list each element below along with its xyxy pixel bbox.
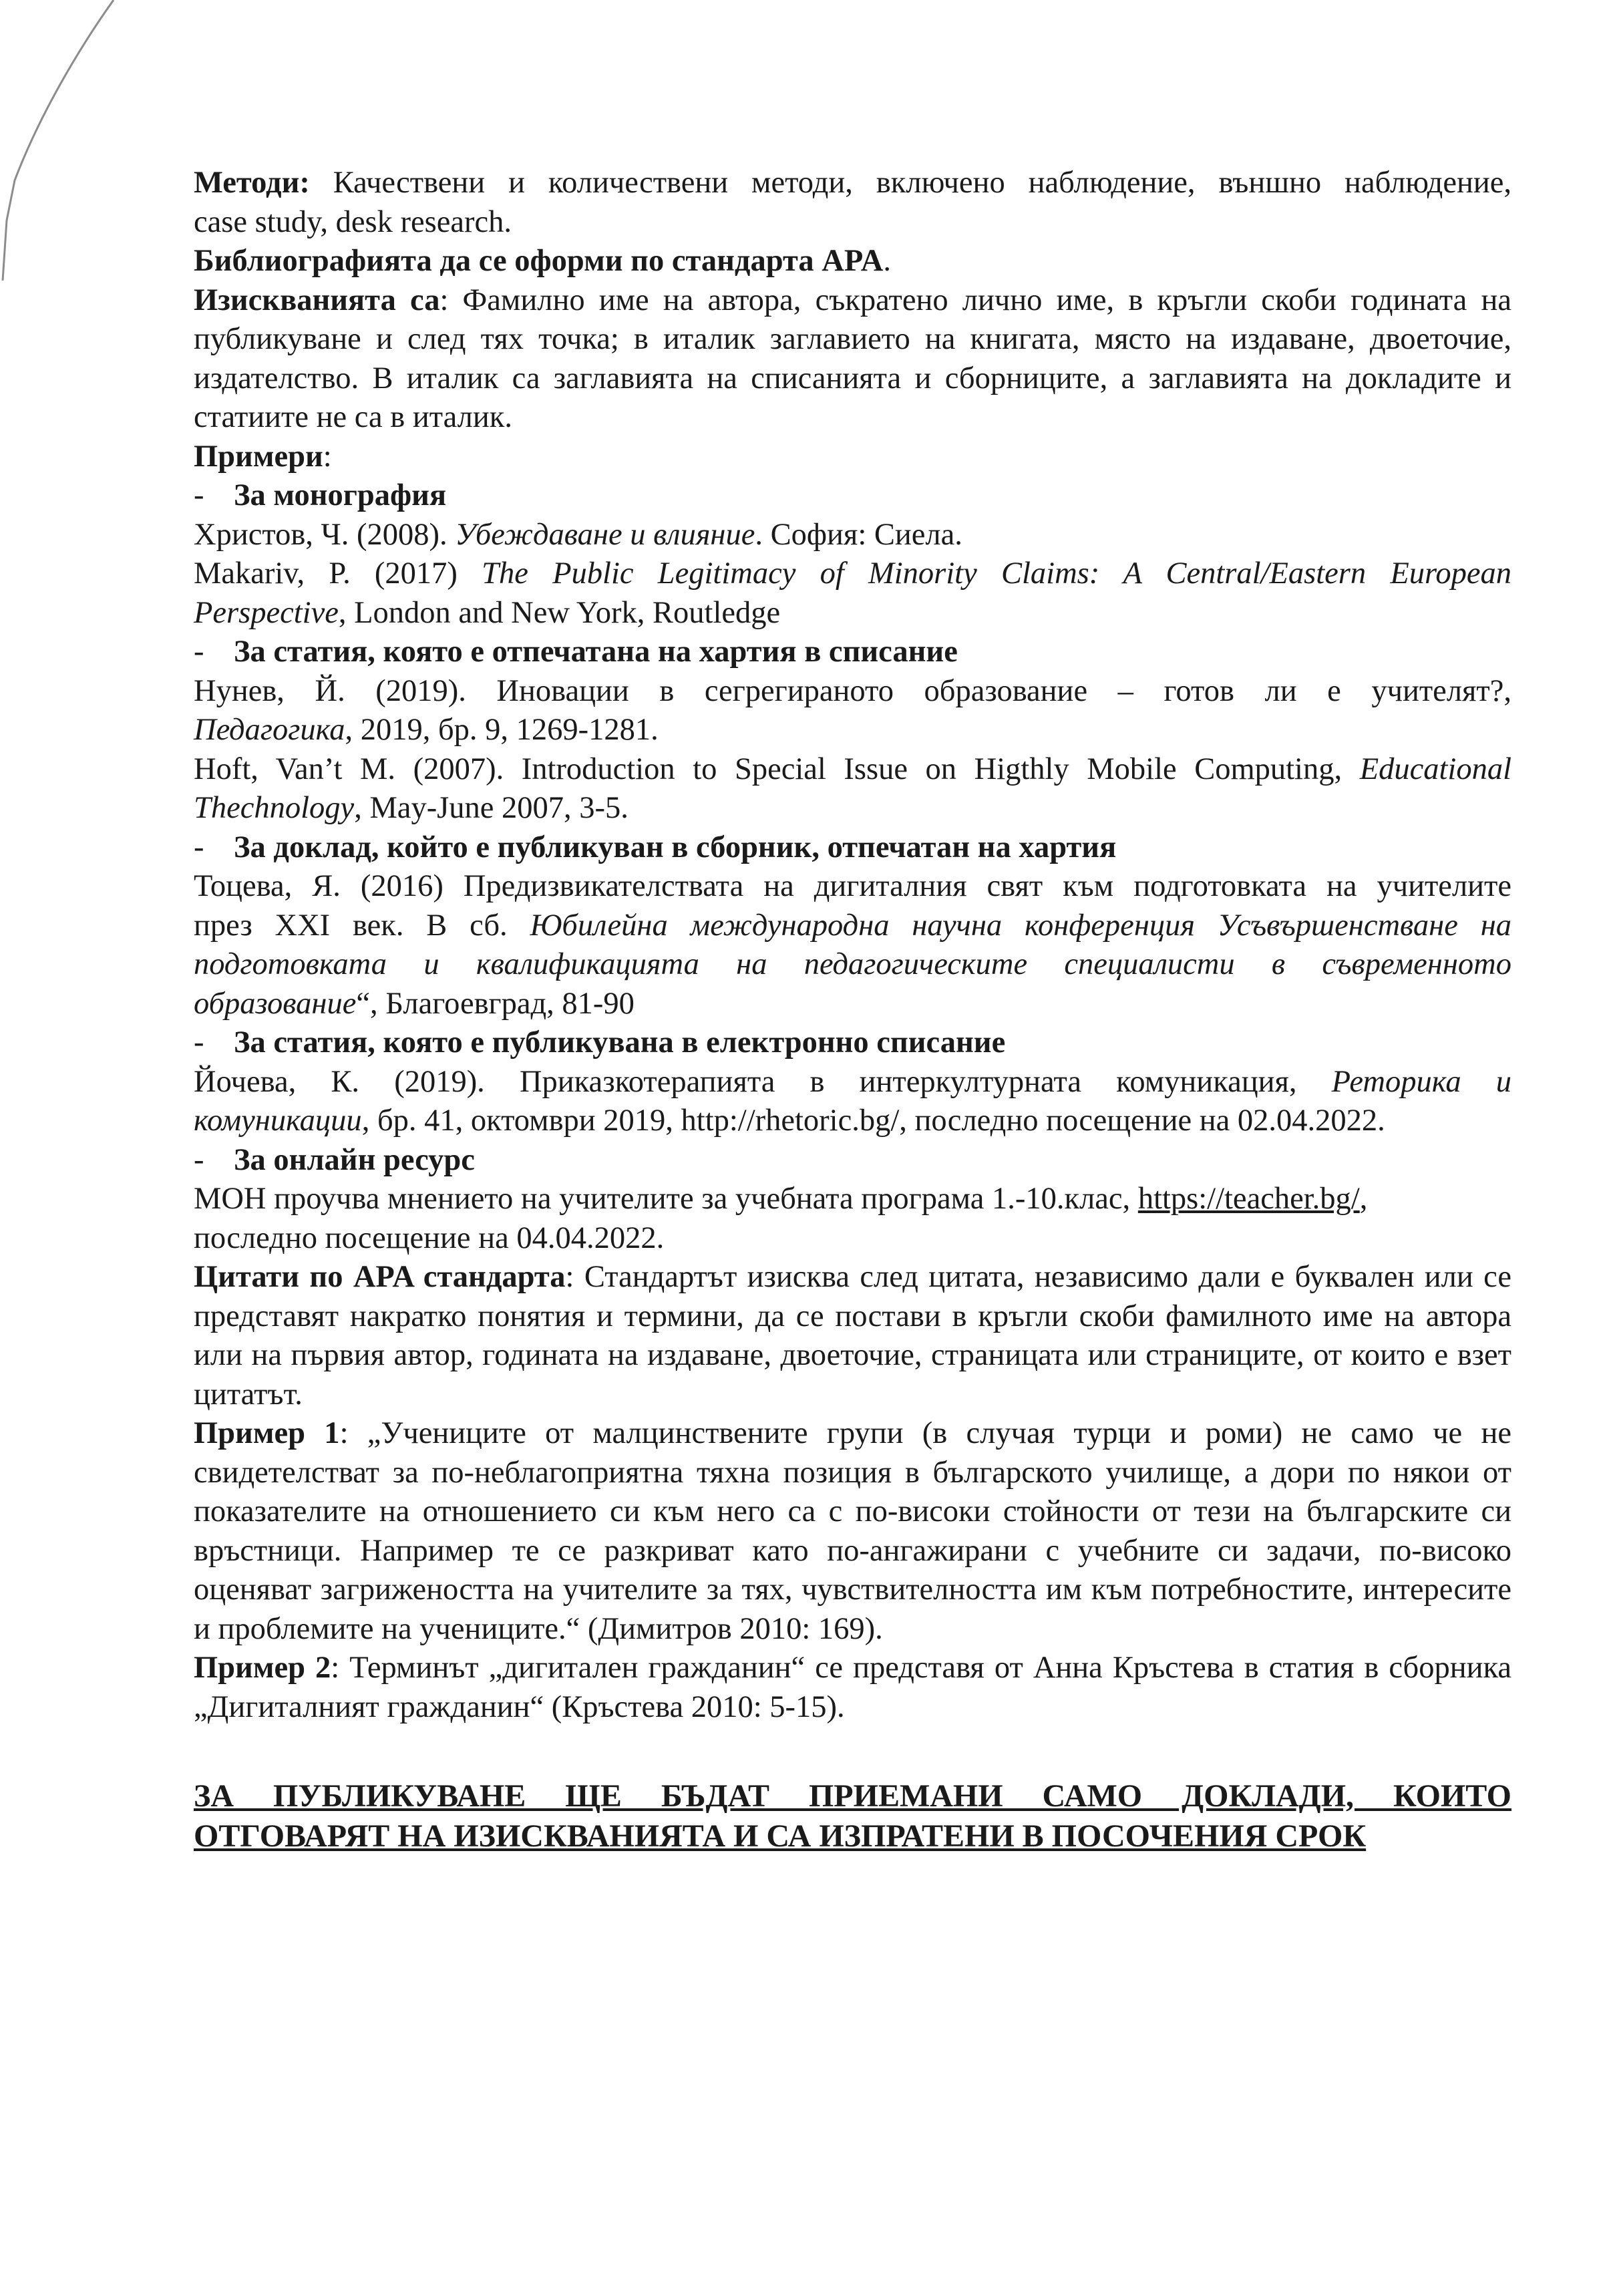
ref-nunev-line-2: Педагогика, 2019, бр. 9, 1269-1281. [194,713,659,747]
ref-yocheva-line-1: Йочева, К. (2019). Приказкотерапията в интеркултурната комуникация, Реторика и [194,1064,1512,1099]
ref-hoft-line-2: Thechnology, May-June 2007, 3-5. [194,791,629,825]
citations-paragraph: Цитати по APA стандарта: Стандартът изисква след цитата, независимо дали е буквален или се представят накратко понятия и термини, да се постави в кръгли скоби фамилното име на автора или на първия автор, годината на издаване, двоеточие, страницата или страниците, от които е взет цитатът. [194,1260,1511,1412]
methods-label: Методи: [194,166,310,200]
scan-edge-mark [0,0,174,281]
requirements-label: Изискванията са [194,283,440,317]
heading-proceedings-paper: - За доклад, който е публикуван в сборник, отпечатан на хартия [194,830,1117,864]
ref-yocheva-line-2: комуникации, бр. 41, октомври 2019, http://rhetoric.bg/, последно посещение на 02.04.2022. [194,1104,1385,1138]
example-1-paragraph: Пример 1: „Учениците от малцинствените групи (в случая турци и роми) не само че не свидетелстват за по-неблагоприятна тяхна позиция в българското училище, а дори по някои от показателите на отношението си към него са с по-високи стойности от тези на българските си връстници. Например те се разкриват като по-ангажирани с учебните си задачи, по-високо оценяват загрижеността на учителите за тях, чувствителността им към потребностите, интересите и проблемите на учениците.“ (Димитров 2010: 169). [194,1416,1512,1646]
ref-toceva-line-3: подготовката и квалификацията на педагогическите специалисти в съвременното [194,947,1511,981]
teacher-bg-link[interactable]: https://teacher.bg/ [1137,1182,1360,1216]
example-2-label: Пример 2 [194,1651,331,1685]
citations-label: Цитати по APA стандарта [194,1260,566,1294]
ref-nunev-line-1: Нунев, Й. (2019). Иновации в сегрегираното образование – готов ли е учителят?, [194,673,1511,708]
closing-line-1: ЗА ПУБЛИКУВАНЕ ЩЕ БЪДАТ ПРИЕМАНИ САМО ДОКЛАДИ, КОИТО [194,1778,1511,1814]
ref-mon-line-1: МОН проучва мнението на учителите за учебната програма 1.-10.клас, https://teacher.bg/, [194,1182,1368,1216]
heading-online-article: - За статия, която е публикувана в електронно списание [194,1025,1006,1059]
ref-mon-line-2: последно посещение на 04.04.2022. [194,1220,665,1255]
ref-makariv-line-1: Makariv, P. (2017) The Public Legitimacy of Minority Claims: A Central/Eastern European [194,556,1512,591]
bibliography-note: Библиографията да се оформи по стандарта APA. [194,244,891,278]
page-content [194,164,1511,1856]
methods-line-1: Методи: Качествени и количествени методи, включено наблюдение, външно наблюдение, [194,166,1511,200]
closing-line-2: ОТГОВАРЯТ НА ИЗИСКВАНИЯТА И СА ИЗПРАТЕНИ В ПОСОЧЕНИЯ СРОК [194,1818,1367,1854]
requirements-paragraph: Изискванията са: Фамилно име на автора, съкратено лично име, в кръгли скоби годината на публикуване и след тях точка; в италик заглавието на книгата, място на издаване, двоеточие, издателство. В италик са заглавията на списанията и сборниците, а заглавията на докладите и статиите не са в италик. [194,283,1511,434]
closing-notice [194,1776,1511,1856]
methods-line-2: case study, desk research. [194,204,512,239]
example-1-label: Пример 1 [194,1416,340,1450]
example-2-paragraph: Пример 2: Терминът „дигитален гражданин“ се представя от Анна Кръстева в статия в сборника „Дигиталният гражданин“ (Кръстева 2010: 5-15). [194,1651,1511,1724]
heading-monograph: - За монография [194,478,447,512]
ref-hristov: Христов, Ч. (2008). Убеждаване и влияние. София: Сиела. [194,517,962,552]
heading-print-article: - За статия, която е отпечатана на хартия в списание [194,635,958,669]
ref-toceva-line-2: през XXI век. В сб. Юбилейна международна научна конференция Усъвършенстване на [194,908,1512,943]
examples-label: Примери: [194,439,332,474]
ref-toceva-line-4: образование“, Благоевград, 81-90 [194,986,635,1021]
ref-makariv-line-2: Perspective, London and New York, Routledge [194,595,781,630]
ref-hoft-line-1: Hoft, Van’t M. (2007). Introduction to Special Issue on Higthly Mobile Computing, Educational [194,752,1511,786]
ref-toceva-line-1: Тоцева, Я. (2016) Предизвикателствата на дигиталния свят към подготовката на учителите [194,869,1511,903]
heading-online-resource: - За онлайн ресурс [194,1142,475,1177]
